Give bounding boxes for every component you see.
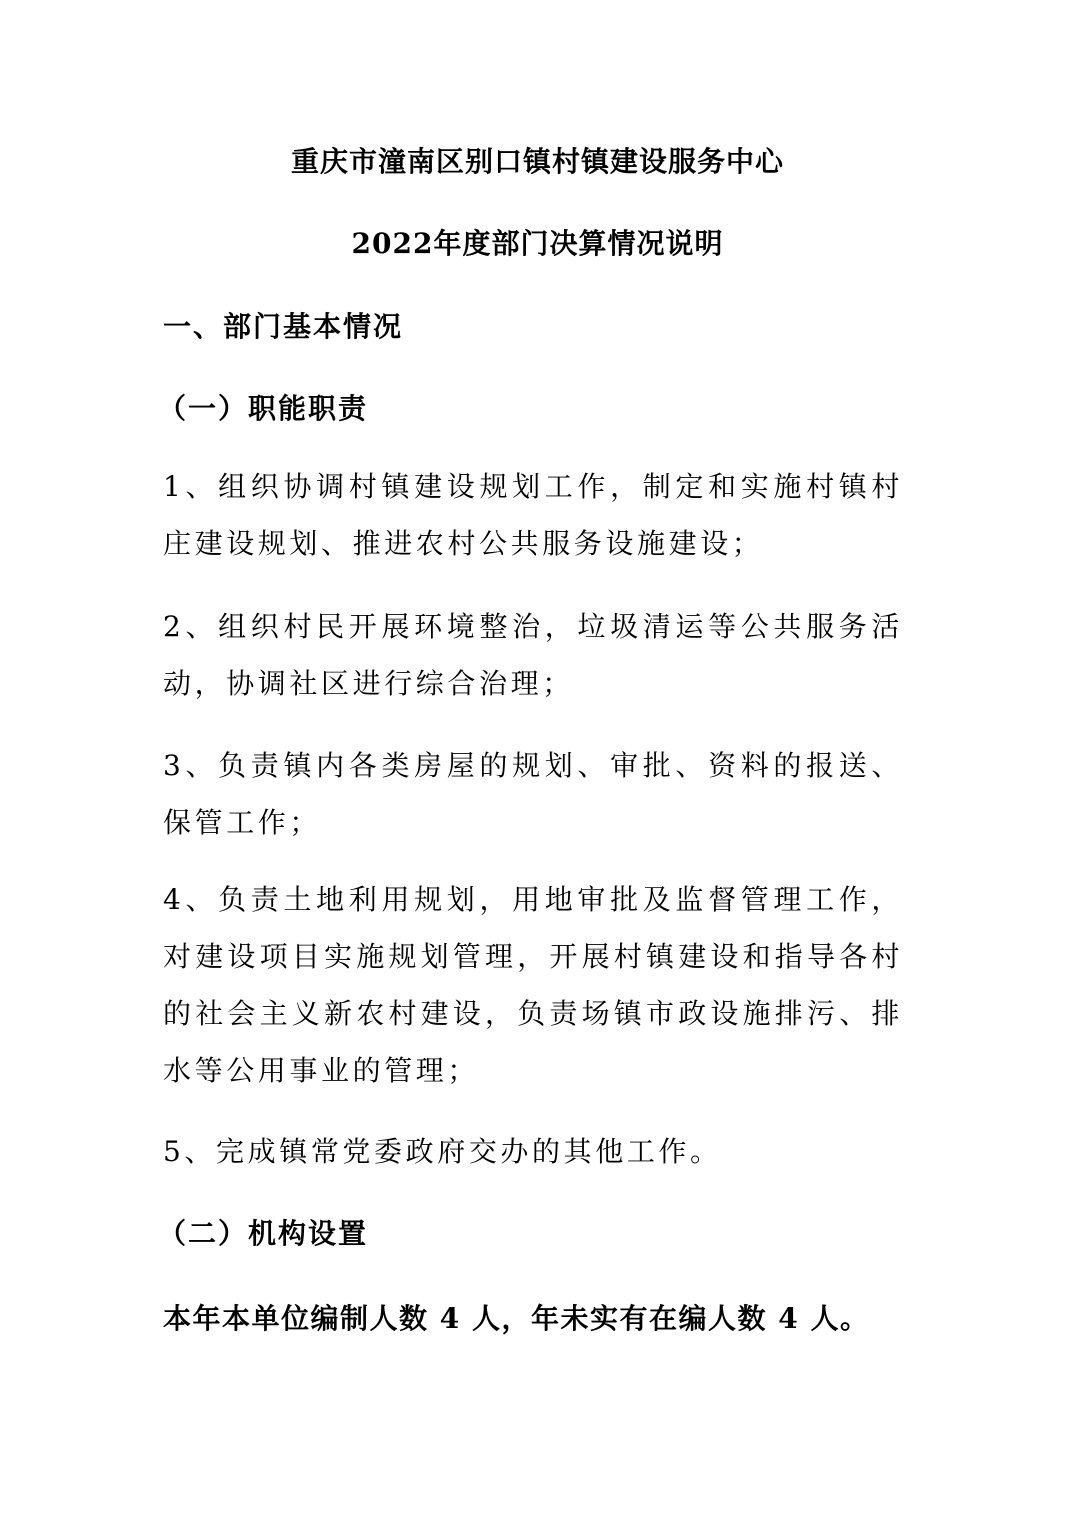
duty-item-4: 4、负责土地利用规划，用地审批及监督管理工作，对建设项目实施规划管理，开展村镇建设和指导各村的社会主义新农村建设，负责场镇市政设施排污、排水等公用事业的管理； xyxy=(163,883,903,1087)
section-heading-basic-info: 一、部门基本情况 xyxy=(163,310,404,343)
duty-item-1: 1、组织协调村镇建设规划工作，制定和实施村镇村庄建设规划、推进农村公共服务设施建设； xyxy=(163,470,903,560)
subsection-heading-organization: （二）机构设置 xyxy=(158,1217,369,1250)
document-title-line-1: 重庆市潼南区别口镇村镇建设服务中心 xyxy=(290,145,784,178)
staffing-summary: 本年本单位编制人数 4 人，年未实有在编人数 4 人。 xyxy=(163,1302,870,1335)
duty-item-2: 2、组织村民开展环境整治，垃圾清运等公共服务活动，协调社区进行综合治理； xyxy=(163,610,903,700)
duty-item-3: 3、负责镇内各类房屋的规划、审批、资料的报送、保管工作； xyxy=(163,749,903,839)
document-title-line-2: 2022年度部门决算情况说明 xyxy=(351,227,724,260)
subsection-heading-duties: （一）职能职责 xyxy=(158,392,369,425)
duty-item-5: 5、完成镇常党委政府交办的其他工作。 xyxy=(163,1135,722,1168)
